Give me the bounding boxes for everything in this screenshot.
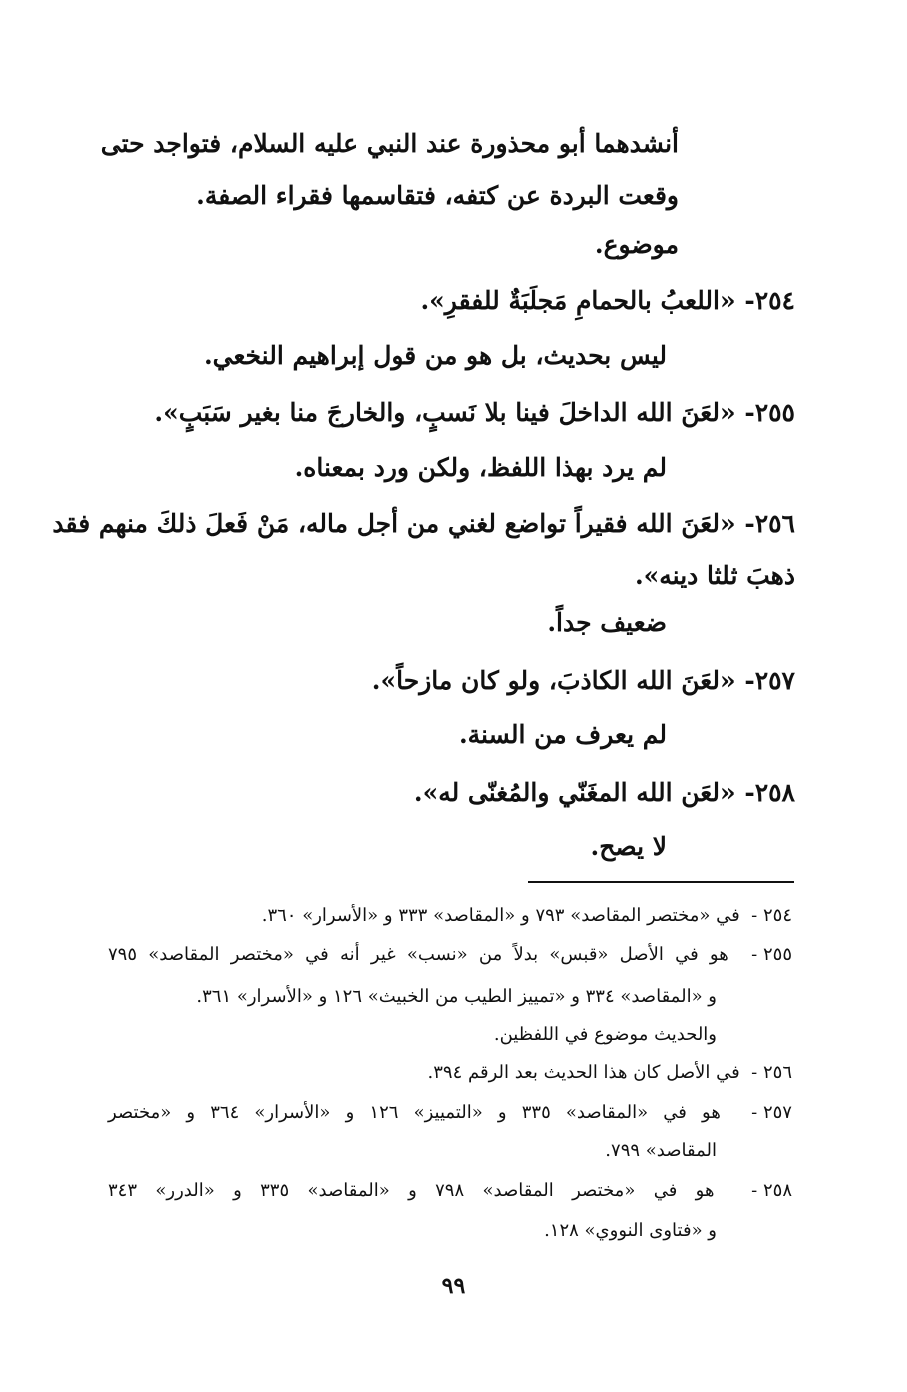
intro-line-1: أنشدهما أبو محذورة عند النبي عليه السلام، فتواجد حتى bbox=[100, 129, 679, 158]
entry-number: ٢٥٤- bbox=[744, 286, 795, 315]
entry-254 bbox=[420, 283, 795, 319]
footnote-number: ٢٥٧ - bbox=[751, 1102, 792, 1123]
intro-verdict: موضوع. bbox=[594, 230, 679, 259]
entry-text: «لعَنَ الله الداخلَ فينا بلا نَسبٍ، والخارجَ منا بغير سَبَبٍ». bbox=[154, 398, 736, 427]
footnote-255 bbox=[108, 941, 792, 969]
footnote-text: هو في «مختصر المقاصد» ٧٩٨ و «المقاصد» ٣٣٥ و «الدرر» ٣٤٣ bbox=[108, 1180, 715, 1201]
footnote-257 bbox=[108, 1099, 792, 1127]
footnote-text: هو في الأصل «قبس» بدلاً من «نسب» غير أنه في «مختصر المقاصد» ٧٩٥ bbox=[108, 944, 729, 965]
footnote-number: ٢٥٥ - bbox=[751, 944, 792, 965]
footnote-254 bbox=[262, 902, 792, 930]
entry-text: «لعَن الله المغَنّي والمُغنّى له». bbox=[413, 778, 736, 807]
footnote-256 bbox=[428, 1059, 792, 1087]
footnote-number: ٢٥٨ - bbox=[751, 1180, 792, 1201]
entry-number: ٢٥٨- bbox=[744, 778, 795, 807]
entry-number: ٢٥٥- bbox=[744, 398, 795, 427]
intro-line-2: وقعت البردة عن كتفه، فتقاسمها فقراء الصفة. bbox=[196, 181, 679, 210]
page-number: ٩٩ bbox=[441, 1273, 466, 1299]
entry-258-verdict: لا يصح. bbox=[590, 832, 667, 861]
entry-257-verdict: لم يعرف من السنة. bbox=[458, 720, 667, 749]
footnote-258 bbox=[108, 1177, 792, 1205]
entry-258 bbox=[414, 775, 795, 811]
entry-255 bbox=[154, 395, 795, 431]
footnote-255-line-3: والحديث موضوع في اللفظين. bbox=[493, 1024, 717, 1045]
footnote-number: ٢٥٦ - bbox=[751, 1062, 792, 1083]
footnote-text: هو في «المقاصد» ٣٣٥ و «التمييز» ١٢٦ و «الأسرار» ٣٦٤ و «مختصر bbox=[108, 1102, 721, 1123]
footnote-258-line-2: و «فتاوى النووي» ١٢٨. bbox=[544, 1220, 717, 1241]
entry-256 bbox=[52, 506, 795, 542]
entry-text: «لعَنَ الله فقيراً تواضع لغني من أجل ماله، مَنْ فَعلَ ذلكَ منهم فقد bbox=[52, 509, 736, 538]
footnote-255-line-2: و «المقاصد» ٣٣٤ و «تمييز الطيب من الخبيث» ١٢٦ و «الأسرار» ٣٦١. bbox=[196, 986, 717, 1007]
footnote-257-line-2: المقاصد» ٧٩٩. bbox=[605, 1140, 717, 1161]
entry-256-verdict: ضعيف جداً. bbox=[547, 608, 667, 637]
entry-256-continuation: ذهبَ ثلثا دينه». bbox=[634, 561, 795, 590]
entry-number: ٢٥٦- bbox=[744, 509, 795, 538]
entry-text: «اللعبُ بالحمامِ مَجلَبَةٌ للفقرِ». bbox=[420, 286, 736, 315]
entry-255-verdict: لم يرد بهذا اللفظ، ولكن ورد بمعناه. bbox=[294, 453, 667, 482]
entry-254-verdict: ليس بحديث، بل هو من قول إبراهيم النخعي. bbox=[203, 341, 667, 370]
footnote-text: في «مختصر المقاصد» ٧٩٣ و «المقاصد» ٣٣٣ و «الأسرار» ٣٦٠. bbox=[261, 905, 740, 926]
footnote-separator bbox=[528, 881, 794, 883]
entry-257 bbox=[372, 663, 795, 699]
entry-text: «لعَنَ الله الكاذبَ، ولو كان مازحاً». bbox=[371, 666, 736, 695]
entry-number: ٢٥٧- bbox=[744, 666, 795, 695]
footnote-text: في الأصل كان هذا الحديث بعد الرقم ٣٩٤. bbox=[427, 1062, 740, 1083]
footnote-number: ٢٥٤ - bbox=[751, 905, 792, 926]
